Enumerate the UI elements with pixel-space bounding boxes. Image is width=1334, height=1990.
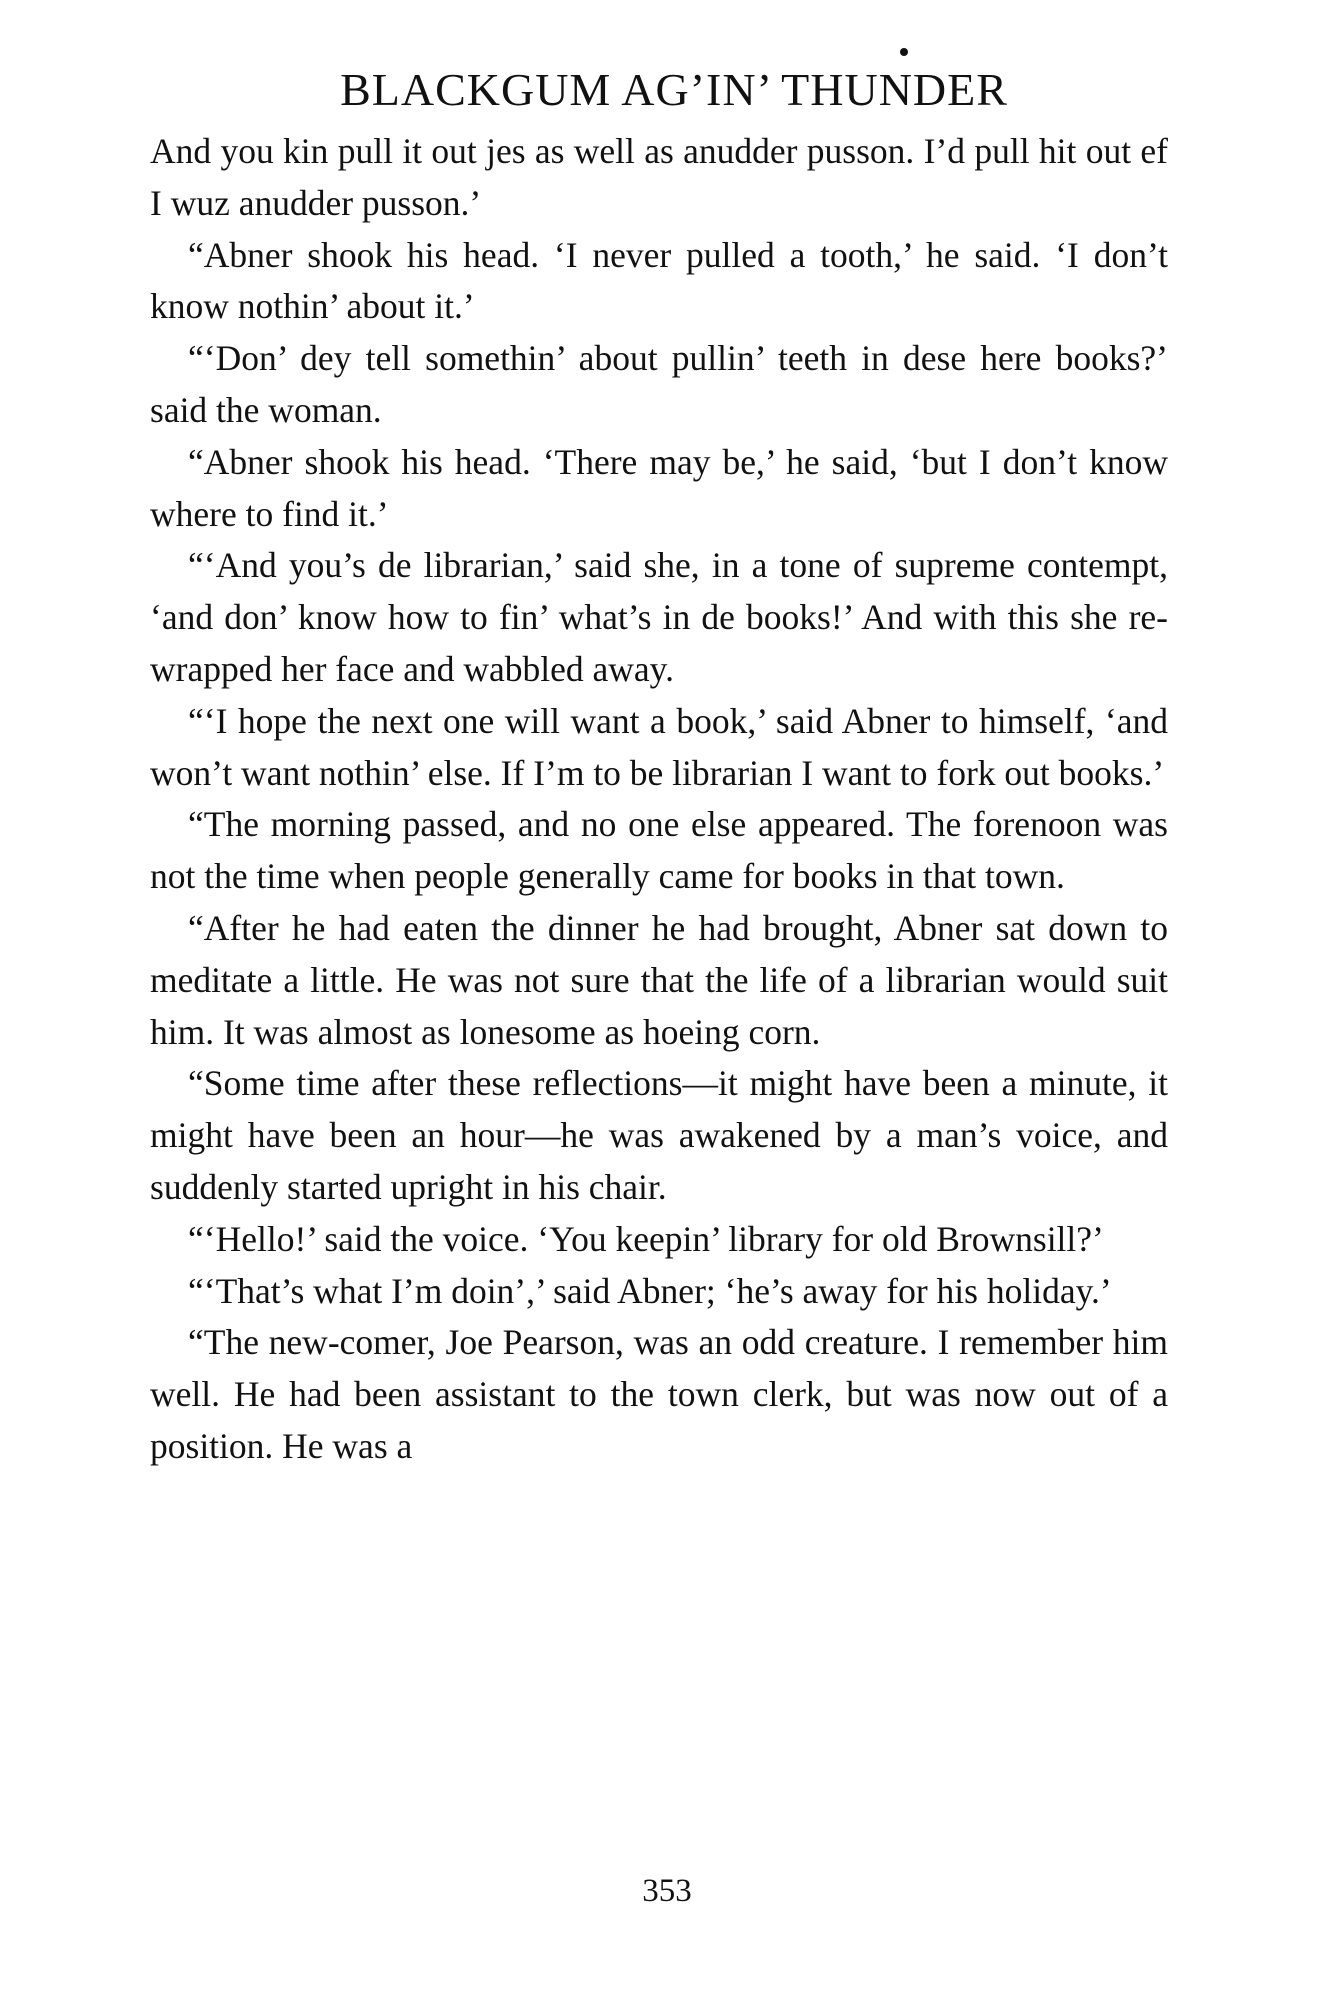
paragraph: “Abner shook his head. ‘I never pulled a tooth,’ he said. ‘I don’t know nothin’ about it.’ <box>150 234 1168 327</box>
paragraph: “Some time after these reflections—it might have been a minute, it might have been an hour—he was awakened by a man’s voice, and suddenly started upright in his chair. <box>150 1063 1168 1207</box>
paragraph: “The new-comer, Joe Pearson, was an odd creature. I remember him well. He had been assistant to the town clerk, but was now out of a position. He was a <box>150 1322 1168 1466</box>
running-head: BLACKGUM AG’IN’ THUNDER <box>340 64 1008 115</box>
paragraph: “‘Hello!’ said the voice. ‘You keepin’ library for old Brownsill?’ <box>188 1218 1104 1259</box>
page-number: 353 <box>642 1873 692 1909</box>
paragraph: “‘That’s what I’m doin’,’ said Abner; ‘he’s away for his holiday.’ <box>188 1270 1112 1311</box>
paragraph: “The morning passed, and no one else appeared. The forenoon was not the time when people generally came for books in that town. <box>150 804 1168 897</box>
book-page <box>150 60 1168 1473</box>
paragraph: “After he had eaten the dinner he had brought, Abner sat down to meditate a little. He was not sure that the life of a librarian would suit him. It was almost as lonesome as hoeing corn. <box>150 907 1168 1052</box>
paragraph: “Abner shook his head. ‘There may be,’ he said, ‘but I don’t know where to find it.’ <box>150 441 1168 534</box>
paragraph: “‘Don’ dey tell somethin’ about pullin’ teeth in dese here books?’ said the woman. <box>150 338 1168 430</box>
body-text <box>150 126 1168 1473</box>
paragraph: “‘And you’s de librarian,’ said she, in a tone of supreme contempt, ‘and don’ know how to fin’ what’s in de books!’ And with this she re-wrapped her face and wabbled away. <box>150 545 1168 689</box>
paragraph: “‘I hope the next one will want a book,’ said Abner to himself, ‘and won’t want nothin’ else. If I’m to be librarian I want to fork out books.’ <box>150 700 1168 793</box>
paragraph: And you kin pull it out jes as well as anudder pusson. I’d pull hit out ef I wuz anudder pusson.’ <box>150 131 1168 223</box>
ink-dot <box>900 48 908 56</box>
